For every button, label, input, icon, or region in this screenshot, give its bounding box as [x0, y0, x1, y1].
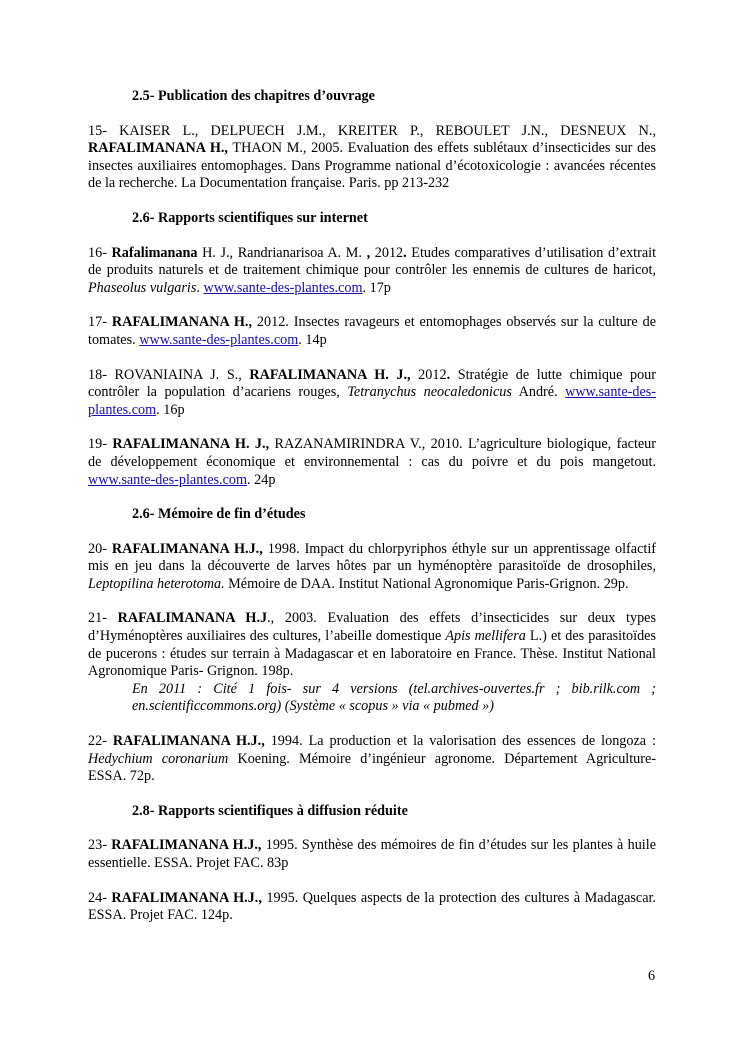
sante-des-plantes-link[interactable]: www.sante-des-plantes.com: [88, 471, 248, 488]
citation-note: En 2011 : Cité 1 fois- sur 4 versions (tel.archives-ouvertes.fr ; bib.rilk.com ; en.scientificcommons.org) (Système « scopus » via « pubmed »): [132, 680, 656, 715]
reference-15: 15- KAISER L., DELPUECH J.M., KREITER P., REBOULET J.N., DESNEUX N., RAFALIMANANA H., THAON M., 2005. Evaluation des effets sublétaux d’insecticides sur des insectes auxiliaires entomophages. Dans Programme national d’écotoxicologie : avancées récentes de la recherche. La Documentation française. Paris. pp 213-232: [88, 122, 656, 192]
reference-22: 22- RAFALIMANANA H.J., 1994. La production et la valorisation des essences de longoza : Hedychium coronarium Koening. Mémoire d’ingénieur agronome. Département Agriculture- ESSA. 72p.: [88, 733, 657, 785]
sante-des-plantes-link[interactable]: www.sante-des-plantes.com: [203, 279, 363, 296]
reference-16: 16- Rafalimanana H. J., Randrianarisoa A. M. , 2012. Etudes comparatives d’utilisation d’extrait de produits naturels et de traitement chimique pour contrôler les ennemis de cultures de haricot, Phaseolus vulgaris. www.sante-des-plantes.com. 17p: [88, 244, 657, 296]
sante-des-plantes-link[interactable]: www.sante-des-plantes.com: [88, 384, 657, 418]
reference-24: 24- RAFALIMANANA H.J., 1995. Quelques aspects de la protection des cultures à Madagascar. ESSA. Projet FAC. 124p.: [88, 889, 656, 924]
reference-18: 18- ROVANIAINA J. S., RAFALIMANANA H. J., 2012. Stratégie de lutte chimique pour contrôler la population d’acariens rouges, Tetranychus neocaledonicus André. www.sante-des-plantes.com. 16p: [88, 366, 657, 418]
reference-17: 17- RAFALIMANANA H., 2012. Insectes ravageurs et entomophages observés sur la culture de tomates. www.sante-des-plantes.com. 14p: [88, 314, 656, 348]
sante-des-plantes-link[interactable]: www.sante-des-plantes.com: [139, 331, 299, 348]
section-heading-rapports-internet: 2.6- Rapports scientifiques sur internet: [132, 209, 368, 226]
document-page: [88, 88, 656, 942]
page-number: 6: [648, 968, 656, 984]
section-heading-memoire-fin-etudes: 2.6- Mémoire de fin d’études: [132, 506, 306, 523]
reference-20: 20- RAFALIMANANA H.J., 1998. Impact du chlorpyriphos éthyle sur un apprentissage olfactif mis en jeu dans la découverte de larves hôtes par un hyménoptère parasitoïde de drosophiles, Leptopilina heterotoma. Mémoire de DAA. Institut National Agronomique Paris-Grignon. 29p.: [88, 540, 656, 592]
reference-21: 21- RAFALIMANANA H.J., 2003. Evaluation des effets d’insecticides sur deux types d’Hyménoptères auxiliaires des cultures, l’abeille domestique Apis mellifera L.) et des parasitoïdes de pucerons : études sur terrain à Madagascar et en laboratoire en France. Thèse. Institut National Agronomique Paris- Grignon. 198p. En 2011 : Cité 1 fois- sur 4 versions (tel.archives-ouvertes.fr ; bib.rilk.com ; en.scientificcommons.org) (Système « scopus » via « pubmed »): [88, 610, 656, 715]
section-heading-rapports-diffusion-reduite: 2.8- Rapports scientifiques à diffusion réduite: [132, 802, 408, 819]
reference-23: 23- RAFALIMANANA H.J., 1995. Synthèse des mémoires de fin d’études sur les plantes à huile essentielle. ESSA. Projet FAC. 83p: [88, 837, 656, 871]
reference-19: 19- RAFALIMANANA H. J., RAZANAMIRINDRA V., 2010. L’agriculture biologique, facteur de développement économique et environnemental : cas du poivre et du pois mangetout. www.sante-des-plantes.com. 24p: [88, 436, 656, 488]
section-heading-publication-chapitres: 2.5- Publication des chapitres d’ouvrage: [132, 88, 375, 104]
